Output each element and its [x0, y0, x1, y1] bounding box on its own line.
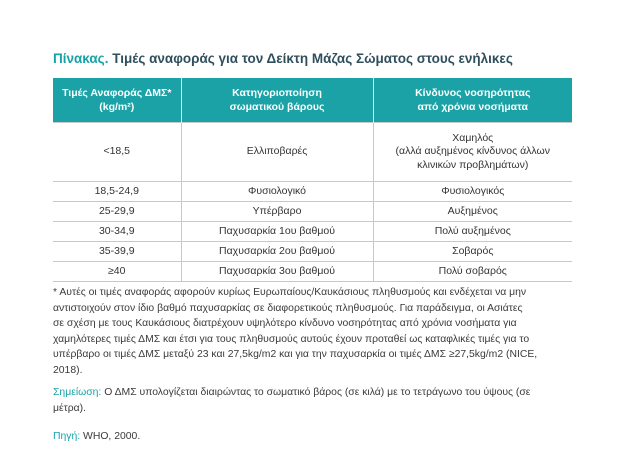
cell-category: Ελλιποβαρές	[181, 123, 373, 182]
table-row	[53, 202, 572, 222]
table-row	[53, 262, 572, 282]
table-row	[53, 222, 572, 242]
cell-risk	[373, 123, 572, 182]
cell-category: Παχυσαρκία 2ου βαθμού	[181, 242, 373, 262]
footnote-line: υπέρβαρο οι τιμές ΔΜΣ μεταξύ 23 και 27,5kg/m2 και για την παχυσαρκία οι τιμές ΔΜΣ ≥27,5kg/m2 (NICE,	[53, 349, 538, 360]
header-line: (kg/m²)	[99, 101, 135, 113]
source-line	[53, 429, 578, 445]
cell-category: Παχυσαρκία 3ου βαθμού	[181, 262, 373, 282]
cell-category: Φυσιολογικό	[181, 182, 373, 202]
cell-risk: Σοβαρός	[373, 242, 572, 262]
cell-risk: Αυξημένος	[373, 202, 572, 222]
cell-bmi-range: 25-29,9	[53, 202, 181, 222]
header-line: από χρόνια νοσήματα	[417, 101, 528, 113]
title-text: Τιμές αναφοράς για τον Δείκτη Μάζας Σώματος στους ενήλικες	[112, 51, 513, 66]
footnote-line: * Αυτές οι τιμές αναφοράς αφορούν κυρίως Ευρωπαίους/Καυκάσιους πληθυσμούς και ενδέχεται να μην	[53, 287, 527, 298]
table-row	[53, 182, 572, 202]
cell-category: Παχυσαρκία 1ου βαθμού	[181, 222, 373, 242]
header-weight-category	[181, 78, 373, 123]
header-line: Τιμές Αναφοράς ΔΜΣ*	[62, 87, 172, 99]
risk-line: Χαμηλός	[452, 131, 494, 144]
footnote-line: 2018).	[53, 364, 83, 376]
footnote-line: σε σχέση με τους Καυκάσιους διατρέχουν υψηλότερο κίνδυνο νοσηρότητας από χρόνια νοσήματα για	[53, 318, 517, 329]
header-morbidity-risk	[373, 78, 572, 123]
table-row	[53, 242, 572, 262]
risk-line: κλινικών προβλημάτων)	[417, 158, 529, 171]
bmi-calculation-note	[53, 385, 578, 416]
cell-bmi-range: 30-34,9	[53, 222, 181, 242]
cell-risk: Φυσιολογικός	[373, 182, 572, 202]
cell-bmi-range: 35-39,9	[53, 242, 181, 262]
table-header-row	[53, 78, 572, 123]
footnote	[53, 285, 578, 378]
source-text: WHO, 2000.	[80, 431, 141, 442]
note-label: Σημείωση:	[53, 387, 102, 398]
cell-category: Υπέρβαρο	[181, 202, 373, 222]
bmi-reference-table	[53, 78, 572, 282]
title-lead: Πίνακας.	[53, 51, 109, 66]
cell-bmi-range: 18,5-24,9	[53, 182, 181, 202]
cell-risk: Πολύ σοβαρός	[373, 262, 572, 282]
footnote-line: χαμηλότερες τιμές ΔΜΣ και έτσι για τους πληθυσμούς αυτούς έχουν προταθεί ως καταφλικές τιμές για το	[53, 333, 530, 345]
cell-bmi-range: <18,5	[53, 123, 181, 182]
page-title	[53, 51, 513, 66]
cell-risk: Πολύ αυξημένος	[373, 222, 572, 242]
cell-bmi-range: ≥40	[53, 262, 181, 282]
note-text: Ο ΔΜΣ υπολογίζεται διαιρώντας το σωματικό βάρος (σε κιλά) με το τετράγωνο του ύψους (σε	[101, 387, 531, 398]
note-text: μέτρα).	[53, 402, 86, 414]
footnote-line: αντιστοιχούν στον ίδιο βαθμό παχυσαρκίας σε διαφορετικούς πληθυσμούς. Για παράδειγμα, οι Ασιάτες	[53, 302, 523, 314]
header-line: Κατηγοριοποίηση	[232, 87, 322, 99]
header-line: σωματικού βάρους	[229, 101, 325, 113]
table-row	[53, 123, 572, 182]
source-label: Πηγή:	[53, 431, 81, 442]
risk-line: (αλλά αυξημένος κίνδυνος άλλων	[395, 145, 550, 158]
header-line: Κίνδυνος νοσηρότητας	[415, 87, 531, 99]
header-bmi-range	[53, 78, 181, 123]
